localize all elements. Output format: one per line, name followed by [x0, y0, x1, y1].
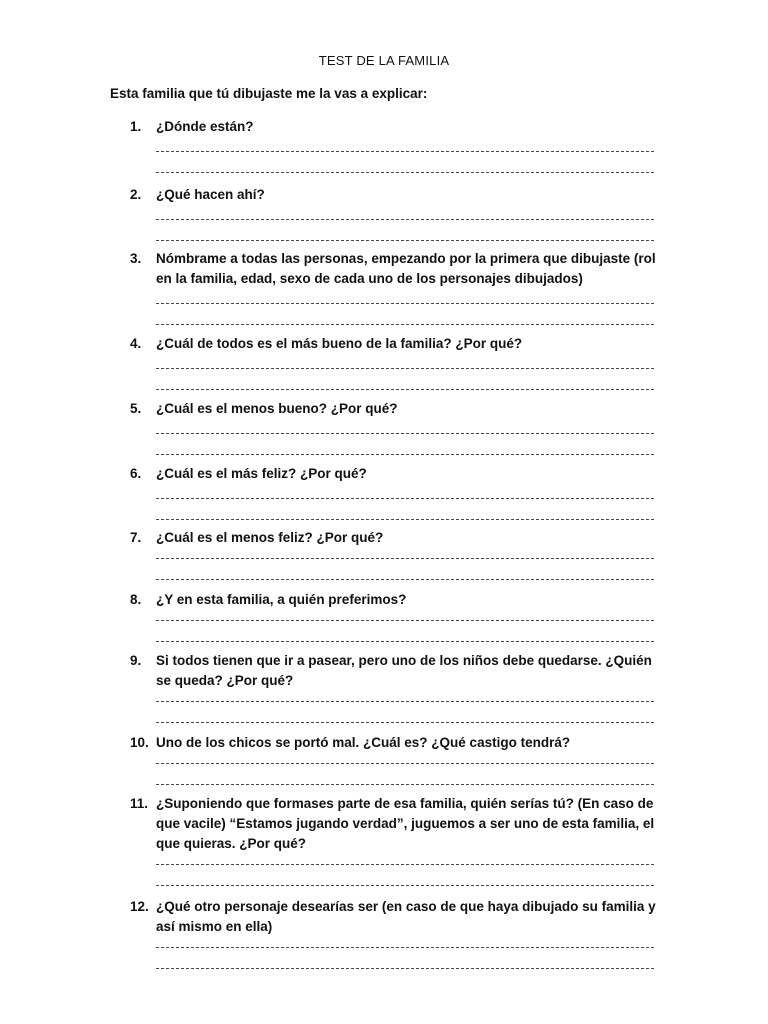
question-text: ¿Cuál de todos es el más bueno de la familia? ¿Por qué? — [156, 336, 523, 351]
question-number: 2. — [130, 187, 142, 202]
question-number: 8. — [130, 592, 142, 607]
answer-line[interactable] — [156, 641, 654, 642]
question-number: 6. — [130, 466, 142, 481]
question-text: ¿Suponiendo que formases parte de esa familia, quién serías tú? (En caso de que vacile) “Estamos jugando verdad”, juguemos a ser uno de esta familia, el que quieras. ¿Por qué? — [156, 796, 655, 851]
question-number: 3. — [130, 251, 142, 266]
answer-line[interactable] — [156, 433, 654, 434]
answer-line[interactable] — [156, 722, 654, 723]
question-9 — [130, 651, 660, 723]
question-number: 11. — [130, 796, 149, 811]
question-text: ¿Cuál es el menos bueno? ¿Por qué? — [156, 401, 398, 416]
question-number: 7. — [130, 530, 142, 545]
question-text: Nómbrame a todas las personas, empezando por la primera que dibujaste (rol en la familia, edad, sexo de cada uno de los personajes dibujados) — [156, 251, 656, 286]
question-12 — [130, 897, 660, 969]
question-number: 9. — [130, 653, 142, 668]
question-text: ¿Cuál es el menos feliz? ¿Por qué? — [156, 530, 384, 545]
answer-line[interactable] — [156, 763, 654, 764]
question-text: ¿Y en esta familia, a quién preferimos? — [156, 592, 407, 607]
question-5 — [130, 399, 660, 455]
answer-line[interactable] — [156, 454, 654, 455]
answer-line[interactable] — [156, 324, 654, 325]
answer-line[interactable] — [156, 558, 654, 559]
answer-line[interactable] — [156, 968, 654, 969]
answer-line[interactable] — [156, 303, 654, 304]
question-text: Uno de los chicos se portó mal. ¿Cuál es? ¿Qué castigo tendrá? — [156, 735, 571, 750]
question-7 — [130, 528, 660, 580]
question-number: 10. — [130, 735, 149, 750]
answer-line[interactable] — [156, 498, 654, 499]
answer-line[interactable] — [156, 620, 654, 621]
answer-line[interactable] — [156, 784, 654, 785]
answer-line[interactable] — [156, 240, 654, 241]
answer-line[interactable] — [156, 947, 654, 948]
question-text: Si todos tienen que ir a pasear, pero uno de los niños debe quedarse. ¿Quién se queda? ¿Por qué? — [156, 653, 652, 688]
answer-line[interactable] — [156, 885, 654, 886]
question-number: 12. — [130, 899, 149, 914]
question-text: ¿Qué hacen ahí? — [156, 187, 265, 202]
question-6 — [130, 464, 660, 520]
answer-line[interactable] — [156, 219, 654, 220]
answer-line[interactable] — [156, 172, 654, 173]
question-text: ¿Qué otro personaje desearías ser (en caso de que haya dibujado su familia y así mismo en ella) — [156, 899, 656, 934]
answer-line[interactable] — [156, 519, 654, 520]
question-10 — [130, 733, 660, 785]
document-intro: Esta familia que tú dibujaste me la vas a explicar: — [110, 86, 428, 101]
question-1 — [130, 117, 660, 173]
question-2 — [130, 185, 660, 241]
answer-line[interactable] — [156, 389, 654, 390]
question-number: 1. — [130, 119, 142, 134]
answer-line[interactable] — [156, 368, 654, 369]
answer-line[interactable] — [156, 579, 654, 580]
question-3 — [130, 249, 660, 325]
answer-line[interactable] — [156, 864, 654, 865]
question-4 — [130, 334, 660, 390]
answer-line[interactable] — [156, 701, 654, 702]
document-title: TEST DE LA FAMILIA — [318, 53, 450, 68]
answer-line[interactable] — [156, 151, 654, 152]
question-number: 4. — [130, 336, 142, 351]
question-11 — [130, 794, 660, 886]
question-text: ¿Dónde están? — [156, 119, 254, 134]
question-text: ¿Cuál es el más feliz? ¿Por qué? — [156, 466, 367, 481]
question-8 — [130, 590, 660, 642]
question-number: 5. — [130, 401, 142, 416]
